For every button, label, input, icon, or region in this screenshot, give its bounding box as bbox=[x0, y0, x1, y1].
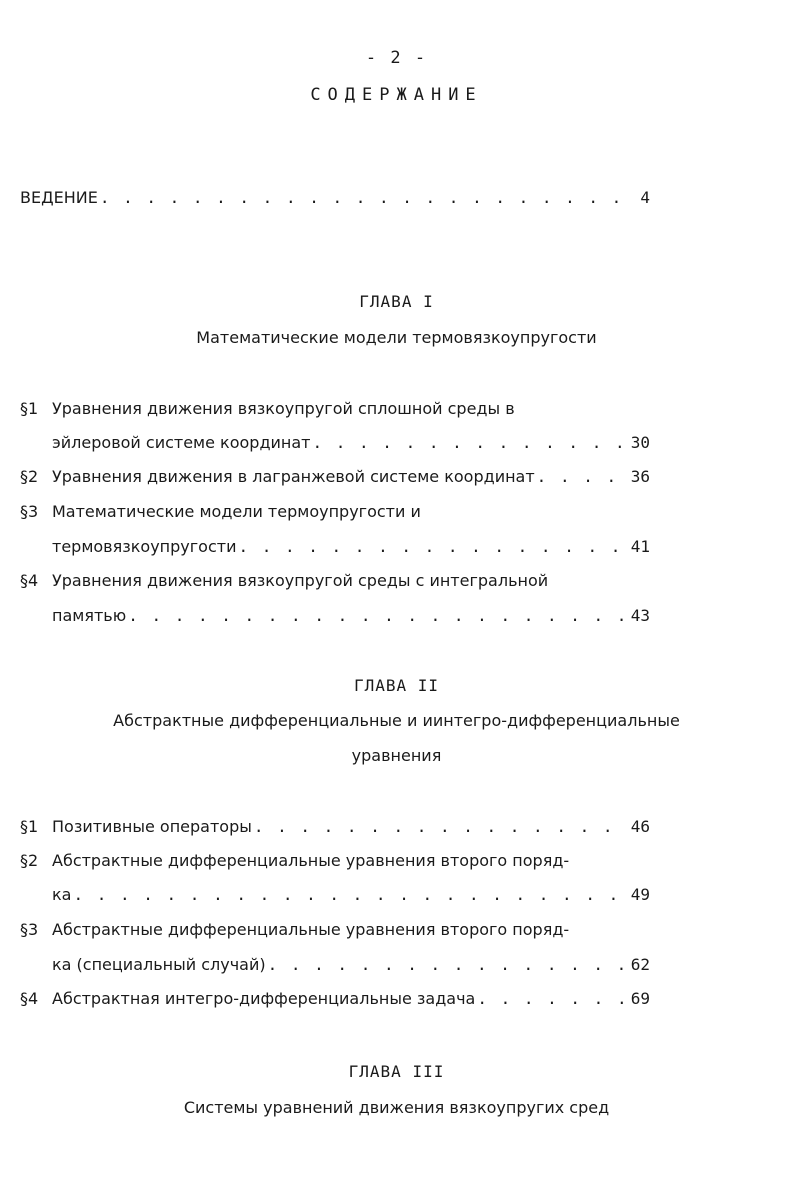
chapter-3-title: Системы уравнений движения вязкоупругих сред bbox=[183, 1098, 610, 1117]
toc-entry-ch2-s2 bbox=[20, 851, 650, 875]
toc-leader-dots bbox=[537, 467, 629, 486]
toc-page-number: 4 bbox=[640, 188, 650, 207]
toc-entry-ch1-s4-cont bbox=[52, 606, 650, 630]
section-number: §3 bbox=[20, 920, 39, 939]
chapter-1-label: ГЛАВА I bbox=[359, 292, 434, 311]
toc-entry-text: Уравнения движения в лагранжевой системе координат bbox=[52, 467, 535, 486]
section-number: §3 bbox=[20, 502, 39, 521]
toc-entry-text: Абстрактная интегро-дифференциальные задача bbox=[52, 989, 476, 1008]
section-number: §2 bbox=[20, 467, 39, 486]
toc-leader-dots bbox=[313, 433, 629, 452]
toc-page-number: 41 bbox=[630, 537, 650, 556]
toc-leader-dots bbox=[128, 606, 629, 625]
chapter-3-label: ГЛАВА III bbox=[348, 1062, 445, 1081]
toc-entry-ch1-s1 bbox=[20, 399, 650, 423]
chapter-1-title: Математические модели термовязкоупругости bbox=[196, 328, 597, 347]
toc-page-number: 69 bbox=[630, 989, 650, 1008]
toc-entry-text: термовязкоупругости bbox=[52, 537, 237, 556]
toc-entry-ch2-s4 bbox=[20, 989, 650, 1013]
toc-leader-dots bbox=[238, 537, 628, 556]
toc-entry-ch1-s3 bbox=[20, 502, 650, 526]
toc-entry-ch1-s2 bbox=[20, 467, 650, 491]
toc-leader-dots bbox=[254, 817, 629, 836]
toc-entry-text: Уравнения движения вязкоупругой среды с интегральной bbox=[52, 571, 549, 590]
toc-entry-ch2-s2-cont bbox=[52, 885, 650, 909]
toc-entry-text: эйлеровой системе координат bbox=[52, 433, 311, 452]
toc-entry-text: Абстрактные дифференциальные уравнения второго поряд- bbox=[52, 920, 570, 939]
toc-page-number: 46 bbox=[630, 817, 650, 836]
toc-page-number: 43 bbox=[630, 606, 650, 625]
section-number: §1 bbox=[20, 817, 39, 836]
toc-entry-intro bbox=[20, 188, 650, 212]
contents-title: СОДЕРЖАНИЕ bbox=[310, 85, 483, 105]
toc-entry-text: Уравнения движения вязкоупругой сплошной среды в bbox=[52, 399, 515, 418]
page-number: - 2 - bbox=[365, 48, 428, 68]
section-number: §2 bbox=[20, 851, 39, 870]
chapter-2-label: ГЛАВА II bbox=[353, 676, 440, 695]
toc-entry-ch1-s4 bbox=[20, 571, 650, 595]
toc-page-number: 62 bbox=[630, 955, 650, 974]
section-number: §1 bbox=[20, 399, 39, 418]
toc-page-number: 30 bbox=[630, 433, 650, 452]
toc-leader-dots bbox=[477, 989, 628, 1008]
toc-entry-ch1-s3-cont bbox=[52, 537, 650, 561]
toc-leader-dots bbox=[73, 885, 628, 904]
toc-page-number: 49 bbox=[630, 885, 650, 904]
toc-entry-ch2-s3-cont bbox=[52, 955, 650, 979]
toc-entry-text: ка (специальный случай) bbox=[52, 955, 266, 974]
chapter-2-title-line2: уравнения bbox=[351, 746, 442, 765]
toc-entry-text: ВЕДЕНИЕ bbox=[20, 188, 98, 207]
toc-page-number: 36 bbox=[630, 467, 650, 486]
toc-entry-text: Позитивные операторы bbox=[52, 817, 252, 836]
toc-leader-dots bbox=[100, 188, 639, 207]
toc-entry-text: памятью bbox=[52, 606, 127, 625]
toc-entry-text: ка bbox=[52, 885, 72, 904]
chapter-2-title-line1: Абстрактные дифференциальные и иинтегро-дифференциальные bbox=[113, 711, 680, 730]
toc-entry-ch2-s3 bbox=[20, 920, 650, 944]
toc-entry-text: Абстрактные дифференциальные уравнения второго поряд- bbox=[52, 851, 570, 870]
toc-entry-text: Математические модели термоупругости и bbox=[52, 502, 421, 521]
toc-leader-dots bbox=[268, 955, 629, 974]
section-number: §4 bbox=[20, 571, 39, 590]
section-number: §4 bbox=[20, 989, 39, 1008]
toc-entry-ch2-s1 bbox=[20, 817, 650, 841]
toc-entry-ch1-s1-cont bbox=[52, 433, 650, 457]
